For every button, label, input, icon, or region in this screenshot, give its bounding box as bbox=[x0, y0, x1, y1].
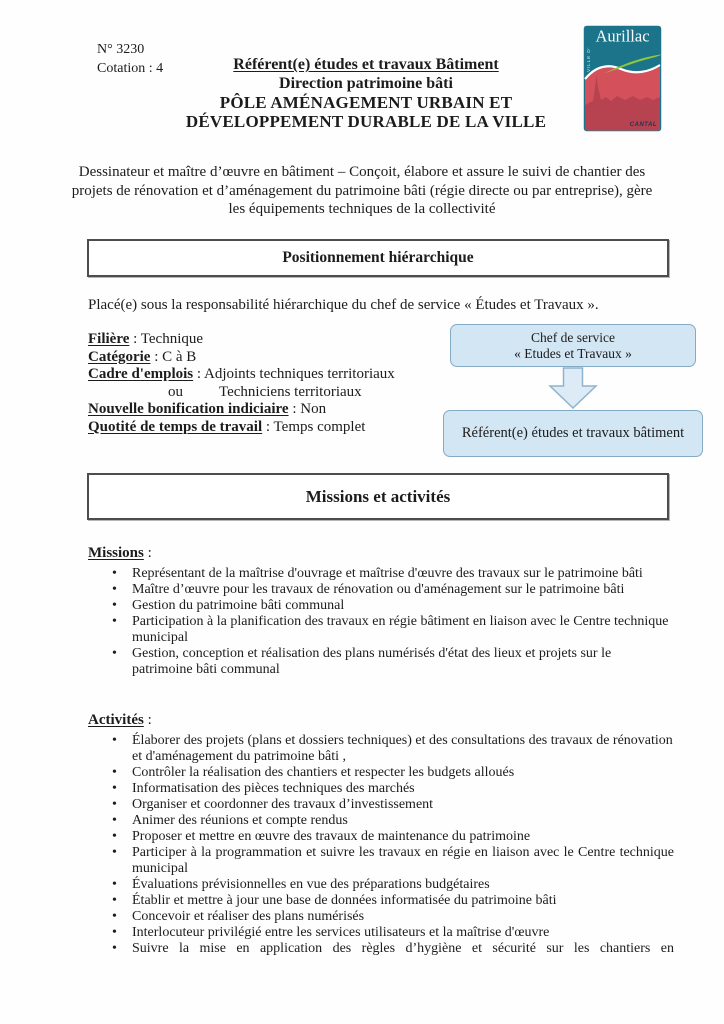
doc-cotation: Cotation : 4 bbox=[97, 61, 164, 76]
aurillac-logo bbox=[583, 25, 662, 132]
section-header-missions-activites bbox=[87, 473, 669, 520]
hierarchy-intro-line: Placé(e) sous la responsabilité hiérarchique du chef de service « Études et Travaux ». bbox=[88, 297, 599, 313]
field-quotite: Quotité de temps de travail : Temps complet bbox=[88, 418, 366, 435]
section-header-positionnement-label: Positionnement hiérarchique bbox=[282, 249, 474, 266]
list-item: • Élaborer des projets (plans et dossiers techniques) et des consultations des travaux de rénovation et d'aménagement du patrimoine bâti , bbox=[110, 733, 674, 765]
field-nbi: Nouvelle bonification indiciaire : Non bbox=[88, 401, 327, 417]
activites-list bbox=[88, 733, 674, 957]
field-cadre-emplois-continuation: ou Techniciens territoriaux bbox=[168, 383, 362, 400]
missions-list bbox=[88, 566, 674, 678]
pole-line-1: PÔLE AMÉNAGEMENT URBAIN ET bbox=[219, 93, 513, 112]
field-cadre-emplois: Cadre d'emplois : Adjoints techniques territoriaux bbox=[88, 366, 395, 382]
doc-number: N° 3230 bbox=[97, 42, 145, 57]
list-item: • Représentant de la maîtrise d'ouvrage et maîtrise d'œuvre des travaux sur le patrimoine bâti bbox=[110, 566, 674, 582]
logo-city-text: Aurillac bbox=[595, 26, 650, 46]
missions-block bbox=[88, 545, 674, 678]
list-item: • Concevoir et réaliser des plans numérisés bbox=[110, 909, 674, 925]
section-header-missions-activites-label: Missions et activités bbox=[305, 486, 451, 506]
field-categorie: Catégorie : C à B bbox=[88, 348, 197, 365]
page-title: Référent(e) études et travaux Bâtiment bbox=[233, 56, 499, 73]
list-item: • Organiser et coordonner des travaux d’investissement bbox=[110, 797, 674, 813]
activites-block bbox=[88, 712, 674, 957]
list-item: • Établir et mettre à jour une base de données informatisée du patrimoine bâti bbox=[110, 893, 674, 909]
list-item: • Évaluations prévisionnelles en vue des préparations budgétaires bbox=[110, 877, 674, 893]
pole-line-2: DÉVELOPPEMENT DURABLE DE LA VILLE bbox=[185, 112, 547, 131]
list-item: • Informatisation des pièces techniques des marchés bbox=[110, 781, 674, 797]
aurillac-logo-graphic bbox=[583, 25, 662, 132]
title-block bbox=[140, 55, 592, 131]
logo-department-text: CANTAL bbox=[629, 122, 657, 128]
job-summary-paragraph: Dessinateur et maître d’œuvre en bâtiment – Conçoit, élabore et assure le suivi de chantier des projets de rénovation et d’aménagement du patrimoine bâti (régie directe ou par entreprise), gère les équipements techniques de la collectivité bbox=[71, 164, 653, 217]
activites-heading: Activités : bbox=[88, 712, 152, 728]
missions-heading: Missions : bbox=[88, 545, 152, 561]
list-item: • Maître d’œuvre pour les travaux de rénovation ou d'aménagement sur le patrimoine bâti bbox=[110, 582, 674, 598]
orgchart-box-chef-de-service: Chef de service « Etudes et Travaux » bbox=[450, 324, 696, 367]
position-fields bbox=[88, 331, 448, 436]
list-item: • Interlocuteur privilégié entre les services utilisateurs et la maîtrise d'œuvre bbox=[110, 925, 674, 941]
list-item: • Participer à la programmation et suivre les travaux en régie en liaison avec le Centre technique municipal bbox=[110, 845, 674, 877]
list-item: • Contrôler la réalisation des chantiers et respecter les budgets alloués bbox=[110, 765, 674, 781]
list-item: • Animer des réunions et compte rendus bbox=[110, 813, 674, 829]
list-item: • Gestion, conception et réalisation des plans numérisés d'état des lieux et projets sur le patrimoine bâti communal bbox=[110, 646, 674, 678]
direction-subtitle: Direction patrimoine bâti bbox=[279, 75, 453, 92]
list-item: • Gestion du patrimoine bâti communal bbox=[110, 598, 674, 614]
field-filiere: Filière : Technique bbox=[88, 331, 204, 347]
logo-prefix-text: VILLE D' bbox=[587, 46, 592, 72]
list-item: • Participation à la planification des travaux en régie bâtiment en liaison avec le Centre technique municipal bbox=[110, 614, 674, 646]
section-header-positionnement bbox=[87, 239, 669, 277]
org-chart bbox=[443, 324, 703, 457]
orgchart-box-referent: Référent(e) études et travaux bâtiment bbox=[443, 410, 703, 457]
list-item: • Suivre la mise en application des règles d’hygiène et sécurité sur les chantiers en bbox=[110, 941, 674, 957]
list-item: • Proposer et mettre en œuvre des travaux de maintenance du patrimoine bbox=[110, 829, 674, 845]
down-arrow-icon bbox=[443, 367, 703, 409]
